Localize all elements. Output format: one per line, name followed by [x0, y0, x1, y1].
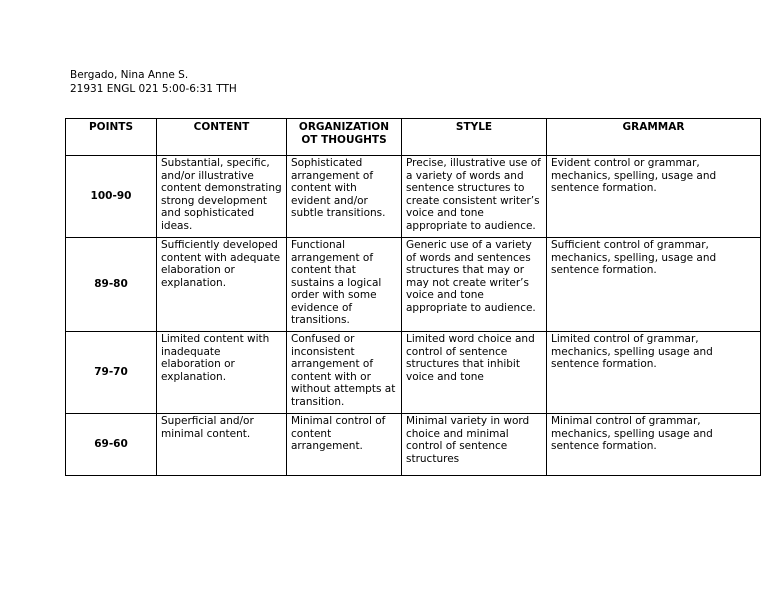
- table-row: [66, 238, 761, 332]
- column-header-content: CONTENT: [157, 119, 287, 156]
- grammar-cell: Evident control or grammar, mechanics, spelling, usage and sentence formation.: [547, 156, 761, 238]
- student-name: Bergado, Nina Anne S.: [70, 69, 189, 81]
- organization-cell: Confused or inconsistent arrangement of content with or without attempts at transition.: [287, 332, 402, 414]
- table-row: [66, 414, 761, 476]
- grammar-cell: Sufficient control of grammar, mechanics, spelling, usage and sentence formation.: [547, 238, 761, 332]
- grammar-cell: Limited control of grammar, mechanics, spelling usage and sentence formation.: [547, 332, 761, 414]
- column-header-grammar: GRAMMAR: [547, 119, 761, 156]
- points-cell: 79-70: [66, 332, 157, 414]
- style-cell: Minimal variety in word choice and minimal control of sentence structures: [402, 414, 547, 476]
- grammar-cell: Minimal control of grammar, mechanics, spelling usage and sentence formation.: [547, 414, 761, 476]
- document-header: [70, 68, 237, 96]
- content-cell: Substantial, specific, and/or illustrative content demonstrating strong development and sophisticated ideas.: [157, 156, 287, 238]
- content-cell: Limited content with inadequate elaboration or explanation.: [157, 332, 287, 414]
- content-cell: Superficial and/or minimal content.: [157, 414, 287, 476]
- column-header-organization: ORGANIZATION OT THOUGHTS: [287, 119, 402, 156]
- organization-cell: Functional arrangement of content that sustains a logical order with some evidence of transitions.: [287, 238, 402, 332]
- course-info: 21931 ENGL 021 5:00-6:31 TTH: [70, 83, 237, 95]
- points-cell: 69-60: [66, 414, 157, 476]
- table-header-row: [66, 119, 761, 156]
- organization-cell: Minimal control of content arrangement.: [287, 414, 402, 476]
- table-row: [66, 156, 761, 238]
- table-row: [66, 332, 761, 414]
- column-header-points: POINTS: [66, 119, 157, 156]
- organization-cell: Sophisticated arrangement of content with evident and/or subtle transitions.: [287, 156, 402, 238]
- rubric-table: [65, 118, 761, 476]
- points-cell: 89-80: [66, 238, 157, 332]
- points-cell: 100-90: [66, 156, 157, 238]
- column-header-style: STYLE: [402, 119, 547, 156]
- style-cell: Precise, illustrative use of a variety of words and sentence structures to create consistent writer’s voice and tone appropriate to audience.: [402, 156, 547, 238]
- style-cell: Generic use of a variety of words and sentences structures that may or may not create writer’s voice and tone appropriate to audience.: [402, 238, 547, 332]
- content-cell: Sufficiently developed content with adequate elaboration or explanation.: [157, 238, 287, 332]
- style-cell: Limited word choice and control of sentence structures that inhibit voice and tone: [402, 332, 547, 414]
